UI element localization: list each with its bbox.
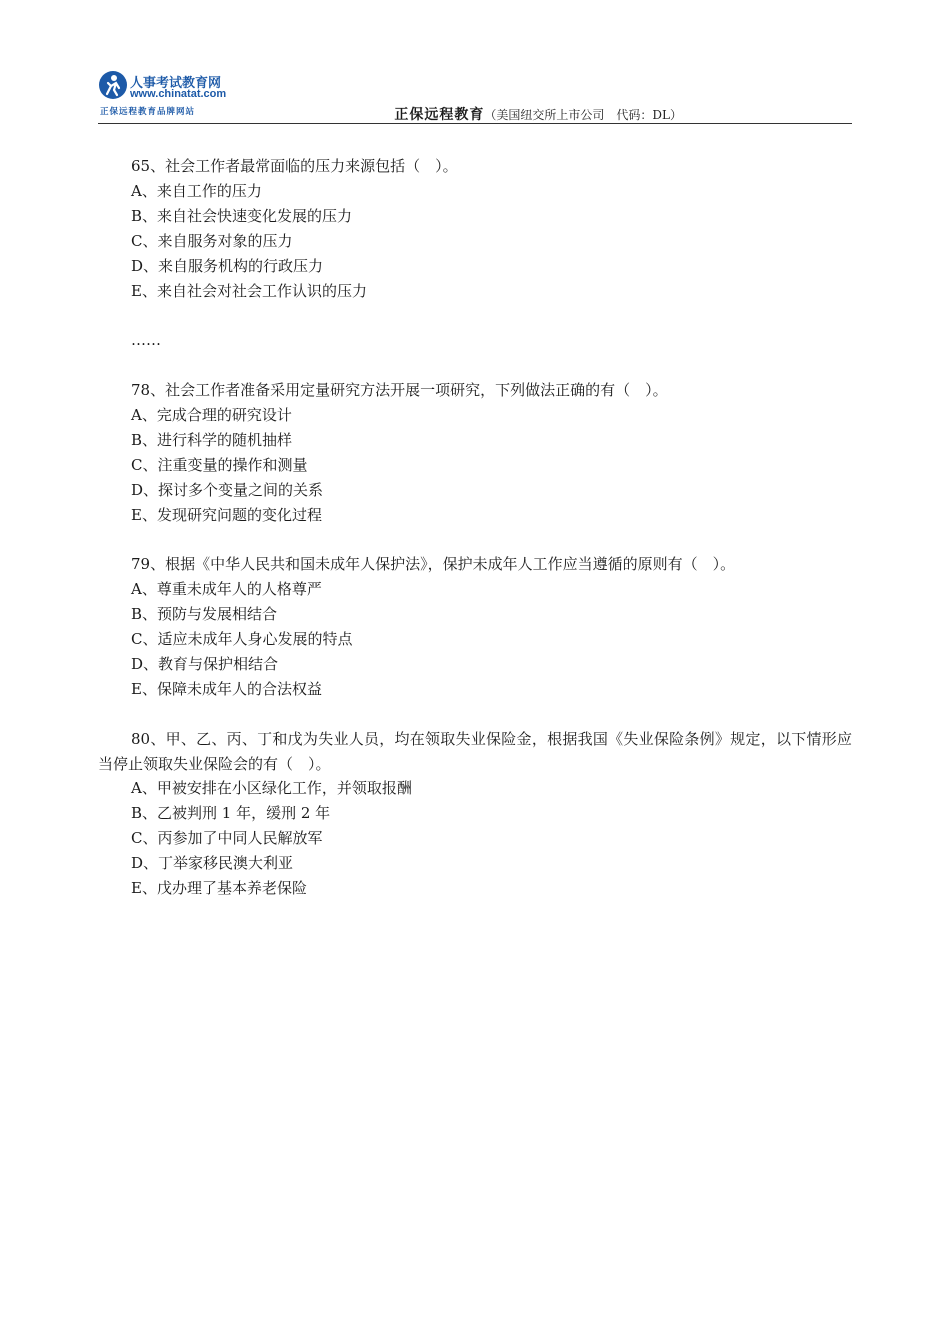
question-65-option-d: D、来自服务机构的行政压力 [131,257,324,275]
question-80-option-e: E、戊办理了基本养老保险 [131,879,307,897]
question-79-option-a: A、尊重未成年人的人格尊严 [131,580,322,598]
question-65-option-a: A、来自工作的压力 [131,182,262,200]
question-80-option-d: D、丁举家移民澳大利亚 [131,854,294,872]
question-78-stem: 78、社会工作者准备采用定量研究方法开展一项研究，下列做法正确的有（ ）。 [131,381,668,399]
question-79-option-c: C、适应未成年人身心发展的特点 [131,630,353,648]
question-79-option-b: B、预防与发展相结合 [131,605,278,623]
company-note: （美国纽交所上市公司 代码：DL） [484,108,682,122]
question-65-stem: 65、社会工作者最常面临的压力来源包括（ ）。 [131,157,458,175]
question-78-option-b: B、进行科学的随机抽样 [131,431,293,449]
question-80-option-a: A、甲被安排在小区绿化工作，并领取报酬 [131,779,412,797]
question-79-option-e: E、保障未成年人的合法权益 [131,680,322,698]
question-65-option-c: C、来自服务对象的压力 [131,232,293,250]
question-65-option-e: E、来自社会对社会工作认识的压力 [131,282,367,300]
question-80-stem: 80、甲、乙、丙、丁和戊为失业人员，均在领取失业保险金，根据我国《失业保险条例》规定，以下情形应当停止领取失业保险会的有（ ）。 [98,730,852,773]
question-78-option-d: D、探讨多个变量之间的关系 [131,481,324,499]
question-80-option-c: C、丙参加了中同人民解放军 [131,829,323,847]
question-80-option-b: B、乙被判刑 1 年，缓刑 2 年 [131,804,331,822]
omission-ellipsis: …… [131,331,161,349]
logo-slogan: 正保远程教育品牌网站 [100,107,196,117]
question-78-option-a: A、完成合理的研究设计 [131,406,292,424]
question-65-option-b: B、来自社会快速变化发展的压力 [131,207,353,225]
question-79-stem: 79、根据《中华人民共和国未成年人保护法》，保护未成年人工作应当遵循的原则有（ ）。 [131,555,736,573]
logo-title: 人事考试教育网 [130,76,222,91]
logo-url[interactable]: www.chinatat.com [130,88,227,100]
question-78-option-e: E、发现研究问题的变化过程 [131,506,322,524]
brand-name: 正保远程教育 [394,107,485,123]
question-78-option-c: C、注重变量的操作和测量 [131,456,308,474]
question-79-option-d: D、教育与保护相结合 [131,655,279,673]
